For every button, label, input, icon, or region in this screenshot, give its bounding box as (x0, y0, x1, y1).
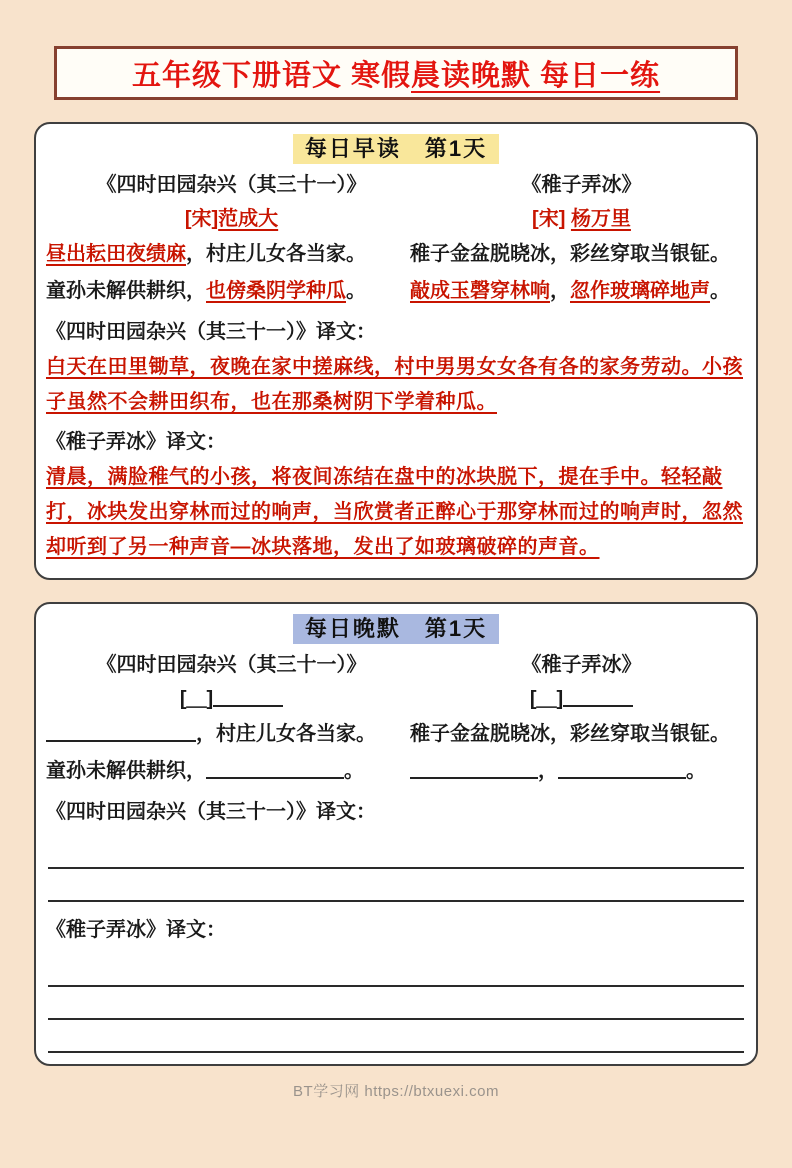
answer-line[interactable] (48, 954, 744, 987)
dynasty-blank-bracket: [＿] (179, 688, 214, 710)
dynasty-blank-bracket: [＿] (529, 688, 564, 710)
evening-poem2-verse-2 (410, 753, 746, 790)
answer-line[interactable] (48, 869, 744, 902)
evening-poem1-translation-label: 《四时田园杂兴（其三十一）》译文： (46, 801, 376, 823)
verse-answer-blank[interactable] (410, 759, 538, 779)
answer-line[interactable] (48, 836, 744, 869)
evening-header-badge: 每日晚默 第1天 (293, 614, 499, 644)
evening-author-blank-row (46, 682, 746, 716)
poem1-verse1-highlight: 昼出耘田夜绩麻 (46, 243, 186, 265)
poem2-author: 杨万里 (570, 208, 631, 230)
evening-poem2-verse1-text: 稚子金盆脱晓冰，彩丝穿取当银钲。 (410, 723, 730, 745)
poem2-title: 《稚子弄冰》 (521, 174, 642, 196)
verse-answer-blank[interactable] (46, 722, 196, 742)
poem2-verse2-highlight-1: 敲成玉磬穿林响 (410, 280, 550, 302)
poem2-author-line (417, 202, 746, 236)
evening-poem2-author-blank (417, 682, 746, 716)
evening-poem2-verse2-comma: ， (538, 760, 558, 782)
answer-line[interactable] (48, 1020, 744, 1053)
evening-poem-title-row (46, 648, 746, 682)
poem1-translation-label: 《四时田园杂兴（其三十一）》译文： (46, 321, 376, 343)
morning-header-badge: 每日早读 第1天 (293, 134, 499, 164)
evening-poem1-verse1-text: ，村庄儿女各当家。 (196, 723, 376, 745)
page-title-underlined: 晨读晚默 每日一练 (411, 59, 661, 92)
poem2-verse1-plain: 稚子金盆脱晓冰，彩丝穿取当银钲。 (410, 243, 730, 265)
poem1-verse2-highlight: 也傍桑阴学种瓜 (206, 280, 346, 302)
evening-poem1-verse-1 (46, 716, 410, 753)
poem1-author: 范成大 (218, 208, 279, 230)
evening-verse-line-2 (46, 753, 746, 790)
evening-poem1-verse2-period: 。 (344, 760, 364, 782)
evening-poem1-verse2-text: 童孙未解供耕织， (46, 760, 206, 782)
author-blank[interactable] (213, 687, 283, 707)
poem2-translation-text: 清晨，满脸稚气的小孩，将夜间冻结在盘中的冰块脱下，提在手中。轻轻敲打，冰块发出穿林而过的响声，当欣赏者正醉心于那穿林而过的响声时，忽然却听到了另一种声音—冰块落地，发出了如玻璃破碎的声音。 (46, 466, 743, 558)
poem1-verse2-plain: 童孙未解供耕织， (46, 280, 206, 302)
evening-dictation-card (34, 602, 758, 1066)
evening-poem2-verse-1 (410, 716, 746, 753)
poem1-translation-text: 白天在田里锄草，夜晚在家中搓麻线，村中男男女女各有各的家务劳动。小孩子虽然不会耕田织布，也在那桑树阴下学着种瓜。 (46, 356, 743, 413)
poem2-dynasty: [宋] (532, 208, 566, 230)
poem1-dynasty: [宋] (184, 208, 219, 230)
page-title-plain: 五年级下册语文 寒假 (131, 59, 411, 92)
morning-header-row (46, 134, 746, 164)
verse-answer-blank[interactable] (558, 759, 686, 779)
poem2-verse2-highlight-2: 忽作玻璃碎地声 (570, 280, 710, 302)
poem2-translation-label: 《稚子弄冰》译文： (46, 431, 226, 453)
poem2-verse2-comma: ， (550, 280, 570, 302)
poem1-title: 《四时田园杂兴（其三十一）》 (96, 174, 367, 196)
evening-poem1-author-blank (46, 682, 417, 716)
evening-poem2-verse2-period: 。 (686, 760, 706, 782)
worksheet-title-banner (54, 46, 738, 100)
morning-verse-line-2 (46, 273, 746, 310)
page-title (132, 53, 660, 94)
poem1-verse2-period: 。 (346, 280, 366, 302)
evening-verse-line-1 (46, 716, 746, 753)
poem1-author-line (46, 202, 417, 236)
poem2-verse-2 (410, 273, 746, 310)
morning-verse-line-1 (46, 236, 746, 273)
morning-poem-title-row (46, 168, 746, 202)
poem1-verse-1 (46, 236, 410, 273)
verse-answer-blank[interactable] (206, 759, 344, 779)
evening-header-row (46, 614, 746, 644)
author-blank[interactable] (563, 687, 633, 707)
poem1-verse1-plain: ，村庄儿女各当家。 (186, 243, 366, 265)
evening-poem1-title: 《四时田园杂兴（其三十一）》 (96, 654, 367, 676)
evening-poem1-verse-2 (46, 753, 410, 790)
poem2-verse2-period: 。 (710, 280, 730, 302)
poem1-verse-2 (46, 273, 410, 310)
poem2-verse-1 (410, 236, 746, 273)
worksheet-page (0, 46, 792, 1168)
morning-reading-card (34, 122, 758, 580)
site-credit: BT学习网 https://btxuexi.com (293, 1083, 499, 1100)
morning-author-row (46, 202, 746, 236)
evening-poem2-title: 《稚子弄冰》 (521, 654, 642, 676)
evening-poem2-translation-label: 《稚子弄冰》译文： (46, 919, 226, 941)
answer-line[interactable] (48, 987, 744, 1020)
